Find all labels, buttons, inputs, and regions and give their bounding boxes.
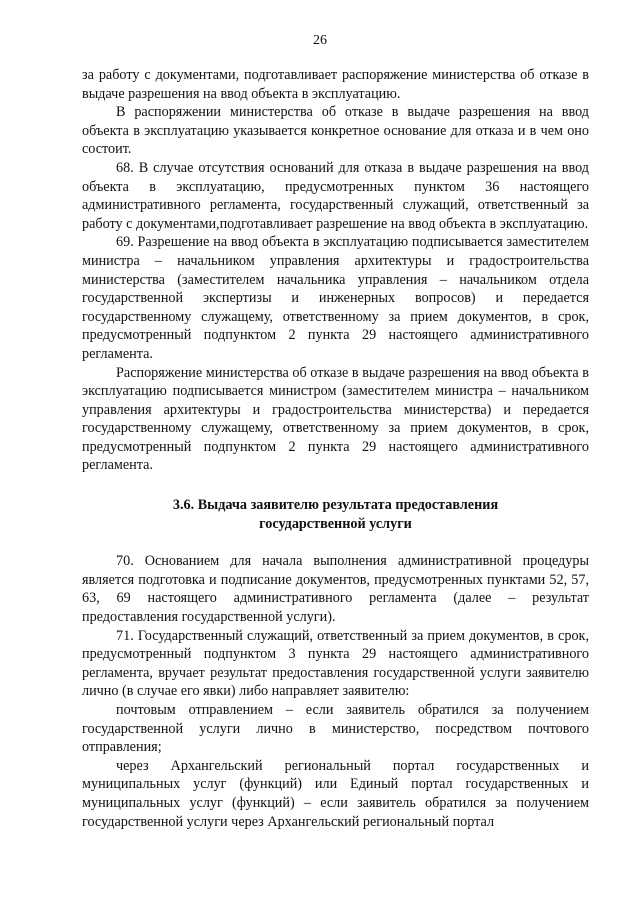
section-heading-line-1: 3.6. Выдача заявителю результата предоставления bbox=[172, 497, 499, 514]
paragraph-postal-delivery: почтовым отправлением – если заявитель обратился за получением государственной услуги лично в министерство, посредством почтового отправления; bbox=[82, 702, 589, 756]
paragraph-refusal-grounds: В распоряжении министерства об отказе в выдаче разрешения на ввод объекта в эксплуатацию указывается конкретное основание для отказа и в чем оно состоит. bbox=[82, 104, 589, 158]
paragraph-portal-delivery: через Архангельский региональный портал государственных и муниципальных услуг (функций) или Единый портал государственных и муниципальных услуг (функций) – если заявитель обратился за получением государственной услуги через Архангельский региональный портал bbox=[82, 757, 589, 830]
section-heading bbox=[82, 496, 589, 533]
paragraph-69: 69. Разрешение на ввод объекта в эксплуатацию подписывается заместителем министра – начальником управления архитектуры и градостроительства министерства (заместителем начальника управления – начальником отдела государственной экспертизы и инженерных вопросов) и передается государственному служащему, ответственному за прием документов, в срок, предусмотренный подпунктом 2 пункта 29 настоящего административного регламента. bbox=[82, 234, 589, 362]
paragraph-71: 71. Государственный служащий, ответственный за прием документов, в срок, предусмотренный подпунктом 3 пункта 29 настоящего административного регламента, вручает результат предоставления государственной услуги заявителю лично (в случае его явки) либо направляет заявителю: bbox=[82, 627, 589, 700]
document-body bbox=[82, 66, 589, 831]
page-number: 26 bbox=[313, 33, 327, 48]
paragraph-refusal-signing: Распоряжение министерства об отказе в выдаче разрешения на ввод объекта в эксплуатацию подписывается министром (заместителем министра – начальником управления архитектуры и градостроительства министерства) и передается государственному служащему, ответственному за прием документов, в срок, предусмотренный подпунктом 2 пункта 29 настоящего административного регламента. bbox=[82, 364, 589, 474]
paragraph-70: 70. Основанием для начала выполнения административной процедуры является подготовка и подписание документов, предусмотренных пунктами 52, 57, 63, 69 настоящего административного регламента (далее – результат предоставления государственной услуги). bbox=[82, 553, 589, 626]
paragraph-continuation: за работу с документами, подготавливает распоряжение министерства об отказе в выдаче разрешения на ввод объекта в эксплуатацию. bbox=[82, 67, 589, 102]
paragraph-68: 68. В случае отсутствия оснований для отказа в выдаче разрешения на ввод объекта в эксплуатацию, предусмотренных пунктом 36 настоящего административного регламента, государственный служащий, ответственный за работу с документами,подготавливает разрешение на ввод объекта в эксплуатацию. bbox=[82, 159, 589, 232]
section-heading-line-2: государственной услуги bbox=[259, 515, 412, 532]
